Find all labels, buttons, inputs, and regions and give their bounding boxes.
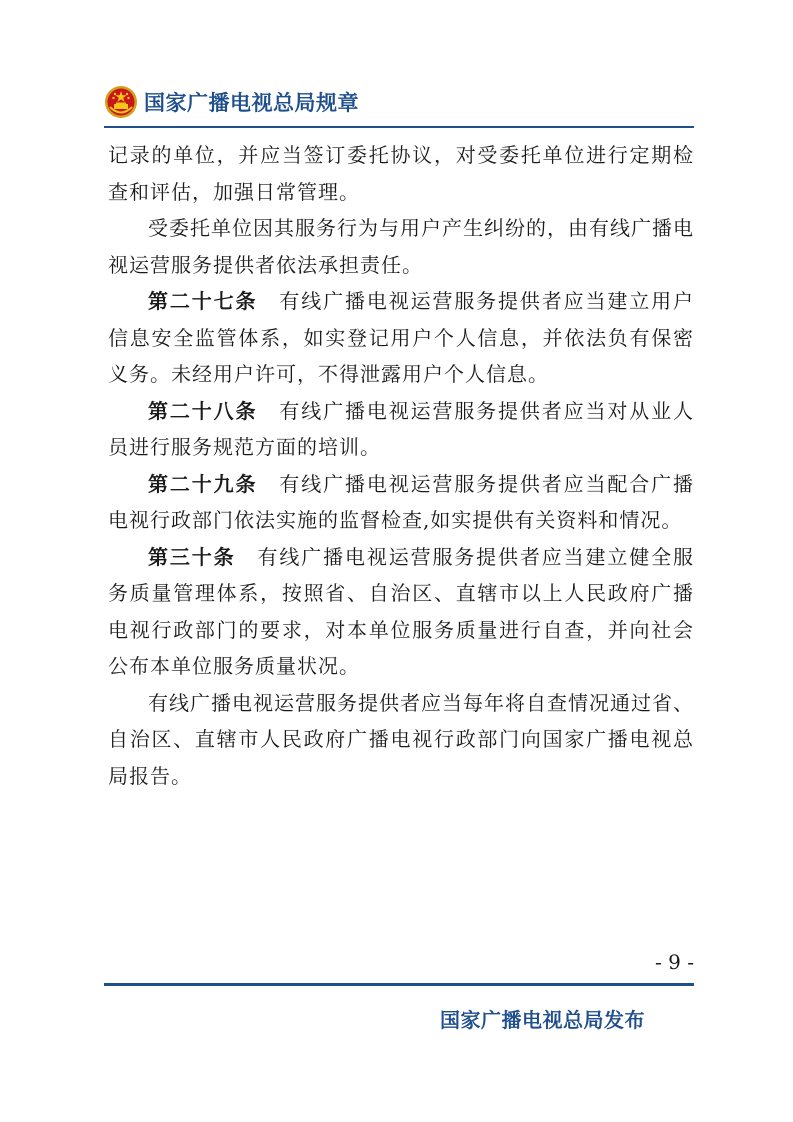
paragraph-text: 有线广播电视运营服务提供者应当建立用户信息安全监管体系，如实登记用户个人信息，并依法负有保密义务。未经用户许可，不得泄露用户个人信息。 bbox=[108, 289, 695, 386]
article-paragraph bbox=[108, 466, 694, 539]
header-divider bbox=[104, 126, 694, 128]
document-body bbox=[108, 137, 694, 794]
footer-publisher: 国家广播电视总局发布 bbox=[440, 1008, 645, 1032]
paragraph-text: 有线广播电视运营服务提供者应当建立健全服务质量管理体系，按照省、自治区、直辖市以上人民政府广播电视行政部门的要求，对本单位服务质量进行自查，并向社会公布本单位服务质量状况。 bbox=[108, 544, 695, 678]
article-paragraph bbox=[108, 393, 694, 466]
body-paragraph bbox=[108, 137, 694, 210]
body-paragraph bbox=[108, 210, 694, 283]
article-number: 第二十八条 bbox=[148, 398, 258, 423]
article-number: 第二十九条 bbox=[148, 471, 258, 496]
paragraph-text: 有线广播电视运营服务提供者应当对从业人员进行服务规范方面的培训。 bbox=[108, 398, 695, 459]
national-emblem-icon bbox=[104, 85, 138, 119]
paragraph-text: 记录的单位，并应当签订委托协议，对受委托单位进行定期检查和评估，加强日常管理。 bbox=[108, 143, 694, 204]
body-paragraph bbox=[108, 685, 694, 795]
footer-divider bbox=[104, 983, 694, 986]
header-title: 国家广播电视总局规章 bbox=[144, 91, 359, 115]
article-number: 第三十条 bbox=[148, 544, 236, 569]
paragraph-text: 有线广播电视运营服务提供者应当配合广播电视行政部门依法实施的监督检查,如实提供有关资料和情况。 bbox=[108, 471, 695, 532]
page-header bbox=[104, 84, 359, 120]
paragraph-text: 受委托单位因其服务行为与用户产生纠纷的，由有线广播电视运营服务提供者依法承担责任。 bbox=[108, 216, 694, 277]
paragraph-text: 有线广播电视运营服务提供者应当每年将自查情况通过省、自治区、直辖市人民政府广播电视行政部门向国家广播电视总局报告。 bbox=[108, 690, 694, 788]
article-paragraph bbox=[108, 539, 694, 685]
article-paragraph bbox=[108, 283, 694, 393]
article-number: 第二十七条 bbox=[148, 289, 258, 313]
page-number: - 9 - bbox=[655, 950, 694, 974]
